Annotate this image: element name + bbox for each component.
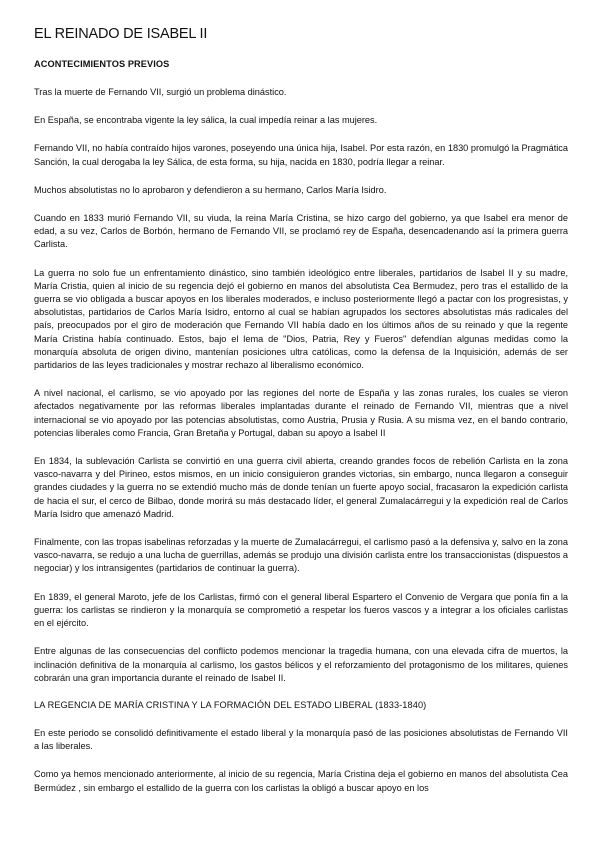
paragraph: Fernando VII, no había contraído hijos varones, poseyendo una única hija, Isabel. Por esta razón, en 1830 promulgó la Pragmática Sanción, la cual derogaba la ley Sálica, de esta forma, su hija, nacida en 1830, podría llegar a reinar. bbox=[34, 143, 568, 167]
paragraph: En 1839, el general Maroto, jefe de los Carlistas, firmó con el general liberal Espartero el Convenio de Vergara que ponía fin a la guerra: los carlistas se rindieron y la monarquía se comprometió a respetar los fueros vascos y a integrar a los oficiales carlistas en el ejército. bbox=[34, 591, 568, 629]
paragraph: En 1834, la sublevación Carlista se convirtió en una guerra civil abierta, creando grandes focos de rebelión Carlista en la zona vasco-navarra y del Pirineo, estos mismos, en un inicio consiguieron grandes victorias, sin embargo, nunca llegaron a conseguir grandes ciudades y la guerra no se extendió mucho más de donde tenían un fuerte apoyo social, fracasaron la expedición carlista de hacia el sur, el cerco de Bilbao, donde morirá su más destacado líder, el general Zumalacárregui y la expedición real de Carlos María Isidro que amenazó Madrid. bbox=[34, 456, 568, 519]
section-heading-regencia: LA REGENCIA DE MARÍA CRISTINA Y LA FORMACIÓN DEL ESTADO LIBERAL (1833-1840) bbox=[34, 699, 427, 710]
paragraph: Entre algunas de las consecuencias del conflicto podemos mencionar la tragedia humana, con una elevada cifra de muertos, la inclinación definitiva de la monarquía al carlismo, los gastos bélicos y el reforzamiento del protagonismo de los militares, quienes cobrarán una gran importancia durante el reinado de Isabel II. bbox=[34, 646, 568, 683]
paragraph: En España, se encontraba vigente la ley sálica, la cual impedía reinar a las mujeres. bbox=[34, 115, 378, 126]
paragraph: La guerra no solo fue un enfrentamiento dinástico, sino también ideológico entre liberales, partidarios de Isabel II y su madre, María Cristia, quien al inicio de su regencia dejó el gobierno en manos del absolutista Cea Bermudez, pero tras el estallido de la guerra se vio obligada a buscar apoyos en los liberales moderados, e incluso posteriormente llegó a pactar con los progresistas, y absolutistas, partidarios de Carlos María Isidro, entorno al cual se habían agrupados los sectores absolutistas más radicales del país, preocupados por el giro de moderación que Fernando VII había dado en los últimos años de su reinado y que la regente María Cristina había continuado. Estos, bajo el lema de "Dios, Patria, Rey y Fueros" defendían algunas medidas como la monarquía absoluta de origen divino, mantenían posiciones ultra católicas, como la defensa de la Inquisición, además de ser partidarios de las leyes tradicionales y mostrar rechazo al liberalismo económico. bbox=[34, 267, 568, 371]
paragraph: Finalmente, con las tropas isabelinas reforzadas y la muerte de Zumalacárregui, el carlismo pasó a la defensiva y, salvo en la zona vasco-navarra, se redujo a una lucha de guerrillas, además se produjo una división carlista entre los transaccionistas (dispuestos a negociar) y los intransigentes (partidarios de continuar la guerra). bbox=[34, 537, 568, 574]
paragraph: Muchos absolutistas no lo aprobaron y defendieron a su hermano, Carlos María Isidro. bbox=[34, 184, 387, 195]
paragraph: En este periodo se consolidó definitivamente el estado liberal y la monarquía pasó de las posiciones absolutistas de Fernando VII a las liberales. bbox=[34, 727, 568, 752]
paragraph: Tras la muerte de Fernando VII, surgió un problema dinástico. bbox=[34, 87, 287, 97]
section-heading-acontecimientos: ACONTECIMIENTOS PREVIOS bbox=[34, 59, 170, 69]
paragraph: A nivel nacional, el carlismo, se vio apoyado por las regiones del norte de España y las zonas rurales, los cuales se vieron afectados negativamente por las reformas liberales implantadas durante el reinado de Fernando VII, mientras que a nivel internacional se vio apoyado por las potencias absolutistas, como Austria, Prusia y Rusia. A su misma vez, en el bando contrario, potencias liberales como Francia, Gran Bretaña y Portugal, daban su apoyo a Isabel II bbox=[34, 388, 568, 438]
paragraph: Como ya hemos mencionado anteriormente, al inicio de su regencia, María Cristina deja el gobierno en manos del absolutista Cea Bermúdez , sin embargo el estallido de la guerra con los carlistas la obligó a buscar apoyo en los bbox=[34, 769, 568, 793]
document-title: EL REINADO DE ISABEL II bbox=[34, 26, 208, 42]
paragraph: Cuando en 1833 murió Fernando VII, su viuda, la reina María Cristina, se hizo cargo del gobierno, ya que Isabel era menor de edad, a su vez, Carlos de Borbón, hermano de Fernando VII, se proclamó rey de España, desencadenando así la primera guerra Carlista. bbox=[34, 213, 568, 250]
